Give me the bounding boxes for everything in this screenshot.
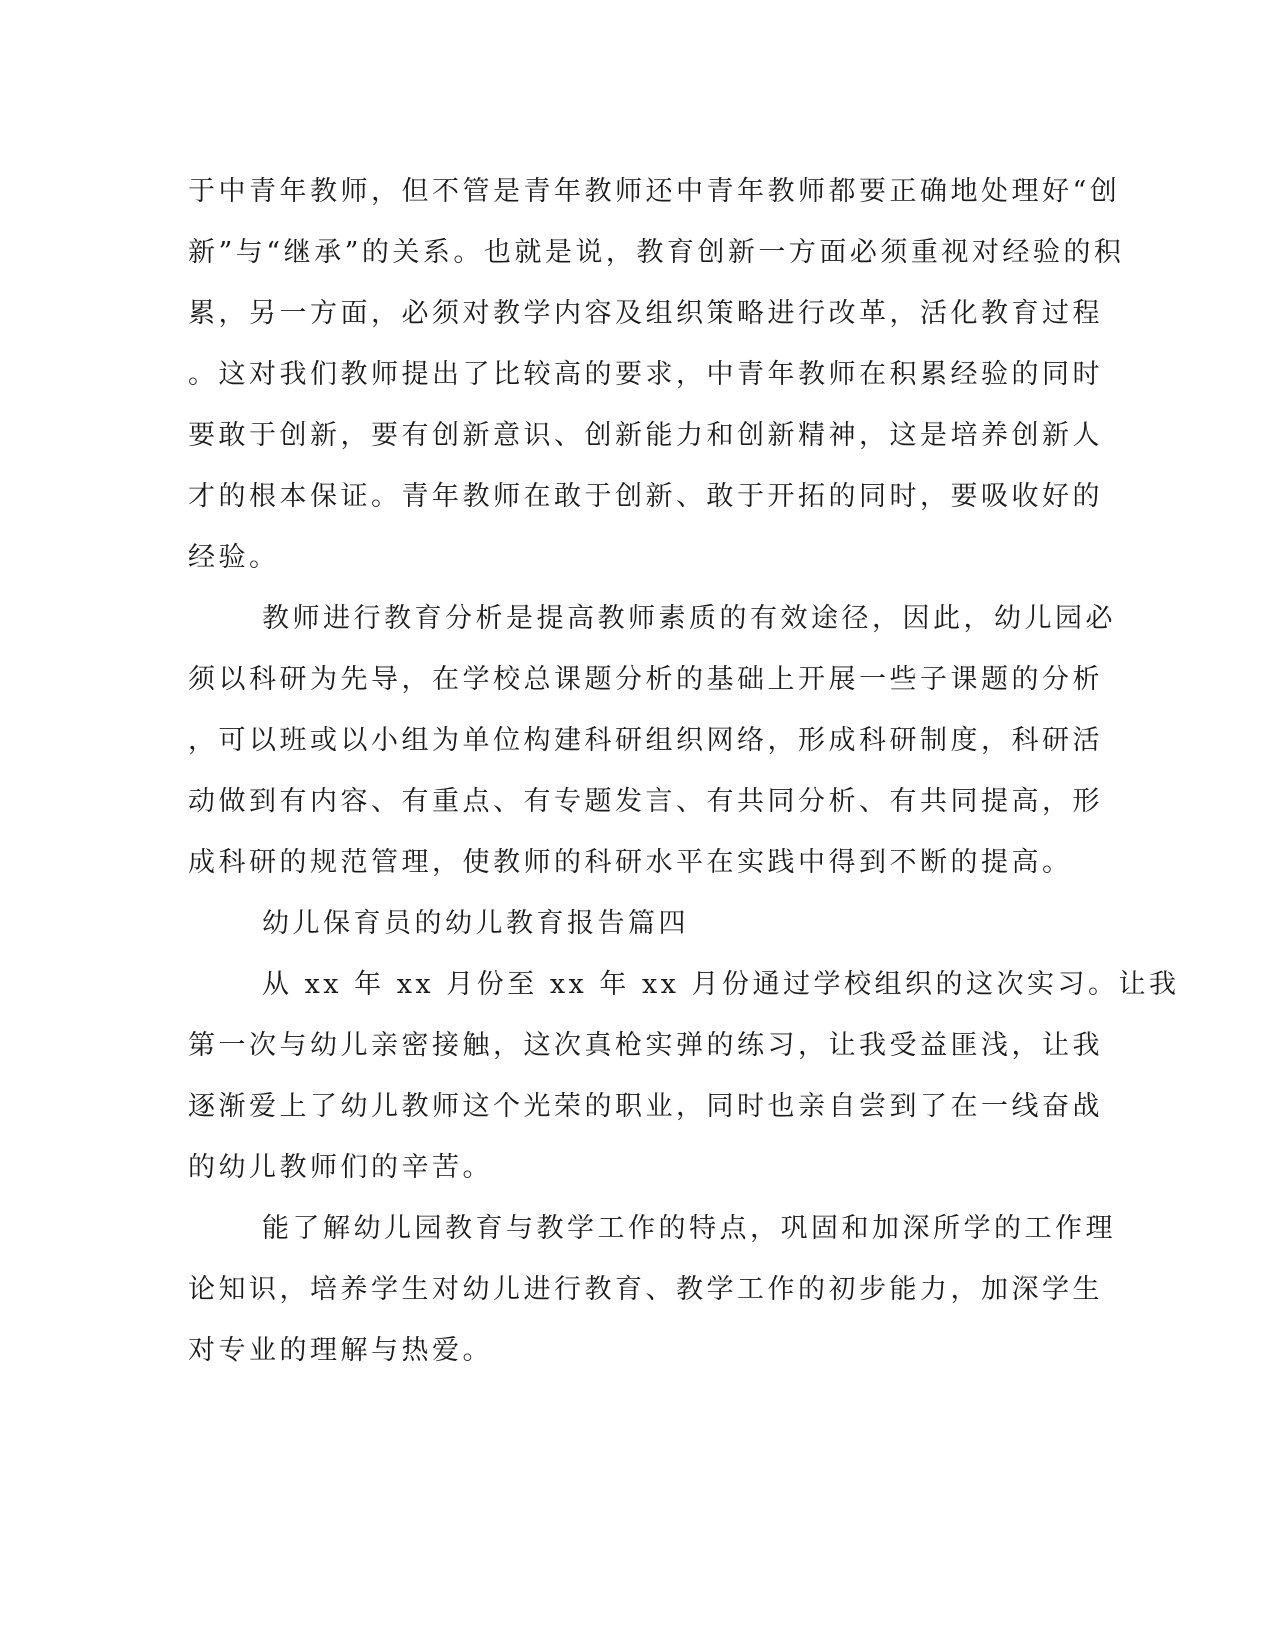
paragraph-line: 第一次与幼儿亲密接触，这次真枪实弹的练习，让我受益匪浅，让我: [188, 1030, 1103, 1061]
section-heading-text: 幼儿保育员的幼儿教育报告篇四: [262, 908, 689, 939]
paragraph-line: 须以科研为先导，在学校总课题分析的基础上开展一些子课题的分析: [188, 664, 1103, 695]
paragraph-line: 新”与“继承”的关系。也就是说，教育创新一方面必须重视对经验的积: [188, 237, 1125, 268]
section-heading: [188, 893, 1068, 954]
paragraph-line: 论知识，培养学生对幼儿进行教育、教学工作的初步能力，加深学生: [188, 1274, 1103, 1305]
paragraph-line: 教师进行教育分析是提高教师素质的有效途径，因此，幼儿园必: [262, 603, 1116, 634]
document-body: [188, 161, 1180, 1381]
paragraph-line: 动做到有内容、有重点、有专题发言、有共同分析、有共同提高，形: [188, 786, 1103, 817]
paragraph-line: 对专业的理解与热爱。: [188, 1335, 493, 1366]
paragraph-line: 从 xx 年 xx 月份至 xx 年 xx 月份通过学校组织的这次实习。让我: [262, 969, 1180, 1000]
paragraph-line: 成科研的规范管理，使教师的科研水平在实践中得到不断的提高。: [188, 847, 1073, 878]
paragraph-line: 要敢于创新，要有创新意识、创新能力和创新精神，这是培养创新人: [188, 420, 1103, 451]
paragraph-2: [188, 588, 1116, 893]
paragraph-line: ，可以班或以小组为单位构建科研组织网络，形成科研制度，科研活: [188, 725, 1103, 756]
paragraph-line: 于中青年教师，但不管是青年教师还中青年教师都要正确地处理好“创: [188, 176, 1121, 207]
paragraph-line: 的幼儿教师们的辛苦。: [188, 1152, 493, 1183]
paragraph-line: 才的根本保证。青年教师在敢于创新、敢于开拓的同时，要吸收好的: [188, 481, 1103, 512]
paragraph-line: 能了解幼儿园教育与教学工作的特点，巩固和加深所学的工作理: [262, 1213, 1116, 1244]
paragraph-3: [188, 954, 1180, 1198]
paragraph-line: 经验。: [188, 542, 280, 573]
paragraph-line: 逐渐爱上了幼儿教师这个光荣的职业，同时也亲自尝到了在一线奋战: [188, 1091, 1103, 1122]
paragraph-line: 累，另一方面，必须对教学内容及组织策略进行改革，活化教育过程: [188, 298, 1103, 329]
paragraph-1: [188, 161, 1125, 588]
paragraph-line: 。这对我们教师提出了比较高的要求，中青年教师在积累经验的同时: [188, 359, 1103, 390]
paragraph-4: [188, 1198, 1116, 1381]
